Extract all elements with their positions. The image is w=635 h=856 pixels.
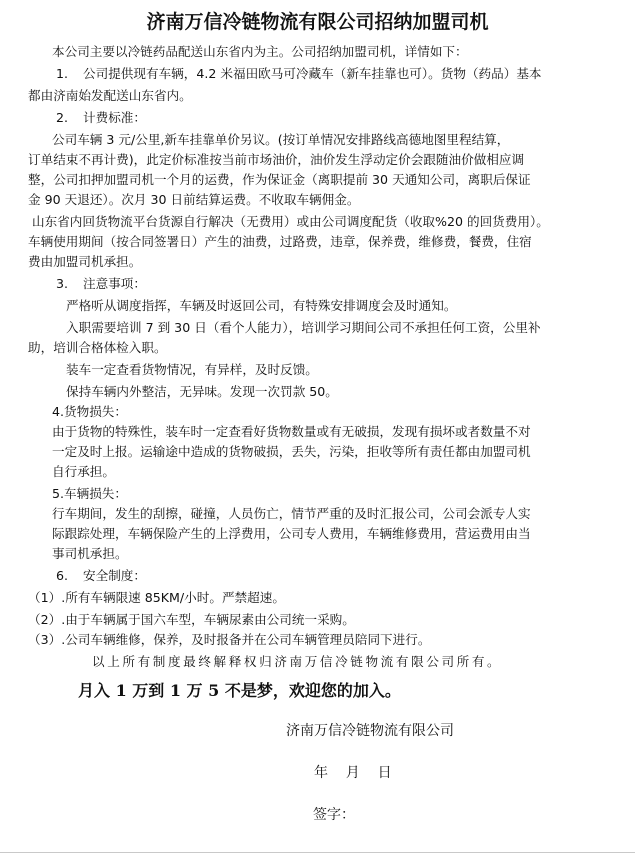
section-4-line: 由于货物的特殊性，装车时一定查看好货物数量或有无破损，发现有损坏或者数量不对	[52, 424, 531, 439]
section-2-number: 2.	[56, 110, 69, 125]
section-2-line: 公司车辆 3 元/公里,新车挂靠单价另议。(按订单情况安排路线高德地图里程结算，	[52, 132, 510, 147]
section-5-heading: 5.车辆损失：	[52, 486, 127, 501]
section-3-heading: 注意事项：	[83, 276, 146, 291]
section-4-line: 自行承担。	[52, 464, 115, 479]
section-2-line: 车辆使用期间（按合同签署日）产生的油费，过路费，违章，保养费，维修费，餐费，住宿	[28, 234, 532, 249]
rule-item: （3）.公司车辆维修，保养，及时报备并在公司车辆管理员陪同下进行。	[28, 632, 431, 647]
section-6-heading: 安全制度：	[83, 568, 146, 583]
section-2-heading: 计费标准：	[83, 110, 146, 125]
page-title: 济南万信冷链物流有限公司招纳加盟司机	[146, 11, 489, 33]
recruitment-slogan: 月入 1 万到 1 万 5 不是梦，欢迎您的加入。	[78, 681, 401, 700]
date-line: 年 月 日	[314, 765, 392, 781]
section-5-line: 际跟踪处理，车辆保险产生的上浮费用，公司专人费用，车辆维修费用，营运费用由当	[52, 526, 531, 541]
section-4-heading: 4.货物损失：	[52, 404, 127, 419]
intro-text: 本公司主要以冷链药品配送山东省内为主。公司招纳加盟司机，详情如下：	[52, 44, 468, 59]
section-2-line: 整，公司扣押加盟司机一个月的运费，作为保证金（离职提前 30 天通知公司，离职后保证	[28, 172, 531, 187]
section-1-line: 公司提供现有车辆，4.2 米福田欧马可冷藏车（新车挂靠也可）。货物（药品）基本	[83, 66, 542, 81]
section-3-line: 严格听从调度指挥，车辆及时返回公司，有特殊安排调度会及时通知。	[66, 298, 457, 313]
section-6-number: 6.	[56, 568, 69, 583]
section-2-line: 费由加盟司机承担。	[28, 254, 142, 269]
section-3-line: 助，培训合格体检入职。	[28, 340, 167, 355]
rule-item: （1）.所有车辆限速 85KM/小时。严禁超速。	[28, 590, 285, 605]
section-3-line: 装车一定查看货物情况，有异样，及时反馈。	[66, 362, 318, 377]
section-3-line: 保持车辆内外整洁，无异味。发现一次罚款 50。	[66, 384, 338, 399]
section-4-line: 一定及时上报。运输途中造成的货物破损，丢失，污染，拒收等所有责任都由加盟司机	[52, 444, 531, 459]
section-3-line: 入职需要培训 7 到 30 日（看个人能力），培训学习期间公司不承担任何工资，公里补	[66, 320, 541, 335]
section-3-number: 3.	[56, 276, 69, 291]
section-1-number: 1.	[56, 66, 69, 81]
section-5-line: 事司机承担。	[52, 546, 128, 561]
section-5-line: 行车期间，发生的刮擦，碰撞，人员伤亡，情节严重的及时汇报公司，公司会派专人实	[52, 506, 531, 521]
signature-label: 签字：	[313, 807, 355, 823]
section-2-line: 金 90 天退还）。次月 30 日前结算运费。不收取车辆佣金。	[28, 192, 360, 207]
section-2-line: 山东省内回货物流平台货源自行解决（无费用）或由公司调度配货（收取%20 的回货费用）。	[32, 214, 549, 229]
rights-statement: 以上所有制度最终解释权归济南万信冷链物流有限公司所有。	[92, 654, 503, 669]
section-1-line: 都由济南始发配送山东省内。	[28, 88, 192, 103]
section-2-line: 订单结束不再计费)，此定价标准按当前市场油价，油价发生浮动定价会跟随油价做相应调	[28, 152, 525, 167]
rule-item: （2）.由于车辆属于国六车型，车辆尿素由公司统一采购。	[28, 612, 355, 627]
company-name: 济南万信冷链物流有限公司	[286, 723, 454, 739]
page-bottom-divider	[0, 852, 635, 853]
